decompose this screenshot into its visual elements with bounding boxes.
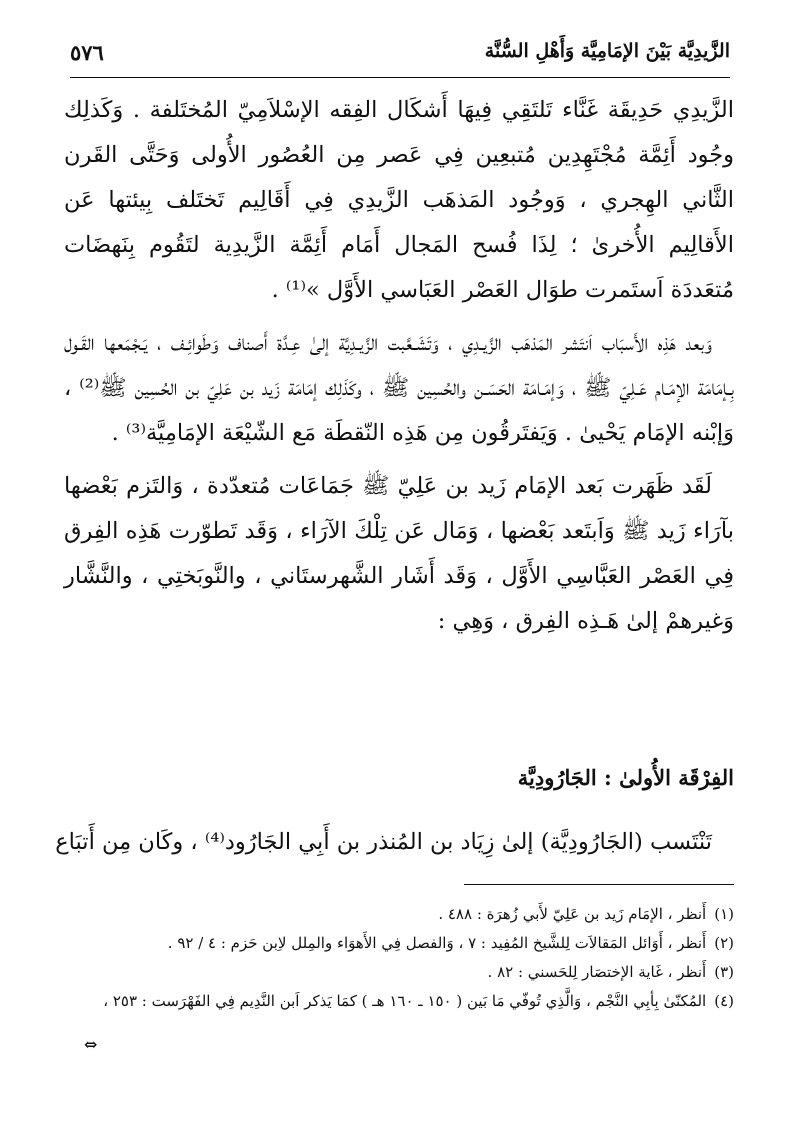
footnote-2 — [64, 929, 734, 958]
running-header — [70, 40, 730, 70]
footnote-1 — [64, 900, 734, 929]
paragraph-emergence-of-sects: لَقَد ظَهَرت بَعد الإمَام زَيد بن عَلِيّ ﷺ جَمَاعَات مُتعدّدة ، وَالتَزم بَعْضها بآرَاء زَيد ﷺ وَاَبتَعد بَعْضها ، وَمَال عَن تِلْكَ الآرَاء ، وَقَد تَطوّرت هَذِه الفِرق فِي العَصْر العَبَّاسِي الأَوَّل ، وَقَد أَشَار الشَّهرستَاني ، والنَّوبَختِي ، والنَّشَّار وَغيرهمْ إلىٰ هَـذِه الفِرق ، وَهِي : — [64, 473, 734, 634]
footnote-text: أَنظر ، أَوَائل المَقالاَت لِلشَّيخ المُفِيد : ٧ ، وَالفصل فِي الأَهوَاء والمِلل لاِبن حَزم : ٤ / ٩٢ . — [167, 934, 707, 952]
footnote-4 — [64, 987, 734, 1016]
footnote-text: المُكنّىٰ بِأبِي النَّجْم ، وَالَّذِي تُوفّي مَا بَين ( ١٥٠ ـ ١٦٠ هـ ) كمَا يَذكر اَبن النَّدِيم فِي الفَهْرَست : ٢٥٣ ، — [103, 992, 707, 1010]
footnote-number: (١) — [714, 905, 734, 923]
body-text — [64, 88, 734, 644]
footnote-text: أَنظر ، الإمَام زَيد بن عَلِيّ لأَبي زُهرَة : ٤٨٨ . — [438, 905, 707, 923]
page-number: ٥٧٦ — [70, 40, 104, 65]
footnotes — [64, 900, 734, 1016]
footnote-rule — [464, 884, 734, 885]
continuation-arrow-icon: ⇔ — [84, 1035, 98, 1054]
paragraph-spread-of-zaydism: وَبعد هَذِه الأَسبَاب اَنتَشر المَذهَب الزَّيـدِي ، وَتَشَـعَّبت الزَّيـدِيَّة إلىٰ عِـدَّة أَصناف وَطَوائِـف ، يَـجْمَعها القَـول بِـإمَامَة الإمَـام عَـلِيّ ﷺ ، وَإمَـامَة الحَسَـن والحُسِين ﷺ ، وكَذَلِك إمَامَة زَيد بن عَلِيّ بن الحُسِين ﷺ⁽²⁾ ، وَإبْنه الإمَام يَحْيىٰ . وَيَفتَرقُون مِن هَذِه النّقطَة مَع الشّيْعَة الإمَامِيَّة⁽³⁾ . — [64, 330, 734, 446]
section-first-line: تَنْتَسب (الجَارُودِيَّة) إلىٰ زِيَاد بن المُنذر بن أَبِي الجَارُود⁽⁴⁾ ، وكَان مِن أَتبَاع — [55, 829, 712, 855]
footnote-number: (٣) — [714, 963, 734, 981]
footnote-number: (٤) — [714, 992, 734, 1010]
section-heading: الفِرْقَة الأُولىٰ : الجَارُودِيَّة — [517, 765, 734, 790]
footnote-number: (٢) — [714, 934, 734, 952]
running-title: الزَّيدِيَّة بَيْنَ الإمَامِيَّة وَأَهْلِ السُّنَّة — [484, 40, 730, 62]
paragraph-quote-end: الزَّيدِي حَدِيقَة غَنَّاء تَلتَقِي فِيهَا أَشكَال الفِقه الإسْلاَمِيّ المُختَلفة . وَكَذلِك وجُود أَئِمَّة مُجْتَهِدِين مُتبعِين فِي عَصر مِن العُصُور الأُولى وَحَتَّى القَرن الثَّاني الهِجري ، وَوجُود المَذهَب الزَّيدِي فِي أَقَالِيم تَختَلف بِيئتها عَن الأَقالِيم الأُخرىٰ ؛ لِذَا فُسح المَجال أَمَام أَئِمَّة الزَّيدِية لتَقُوم بِنَهضَات مُتعَددَة اَستَمرت طوَال العَصْر العَبَاسي الأَوَّل »⁽¹⁾ . — [64, 97, 734, 303]
header-rule — [70, 77, 730, 78]
footnote-text: أَنظر ، غَاية الإختصَار لِلحَسني : ٨٢ . — [487, 963, 707, 981]
footnote-3 — [64, 958, 734, 987]
